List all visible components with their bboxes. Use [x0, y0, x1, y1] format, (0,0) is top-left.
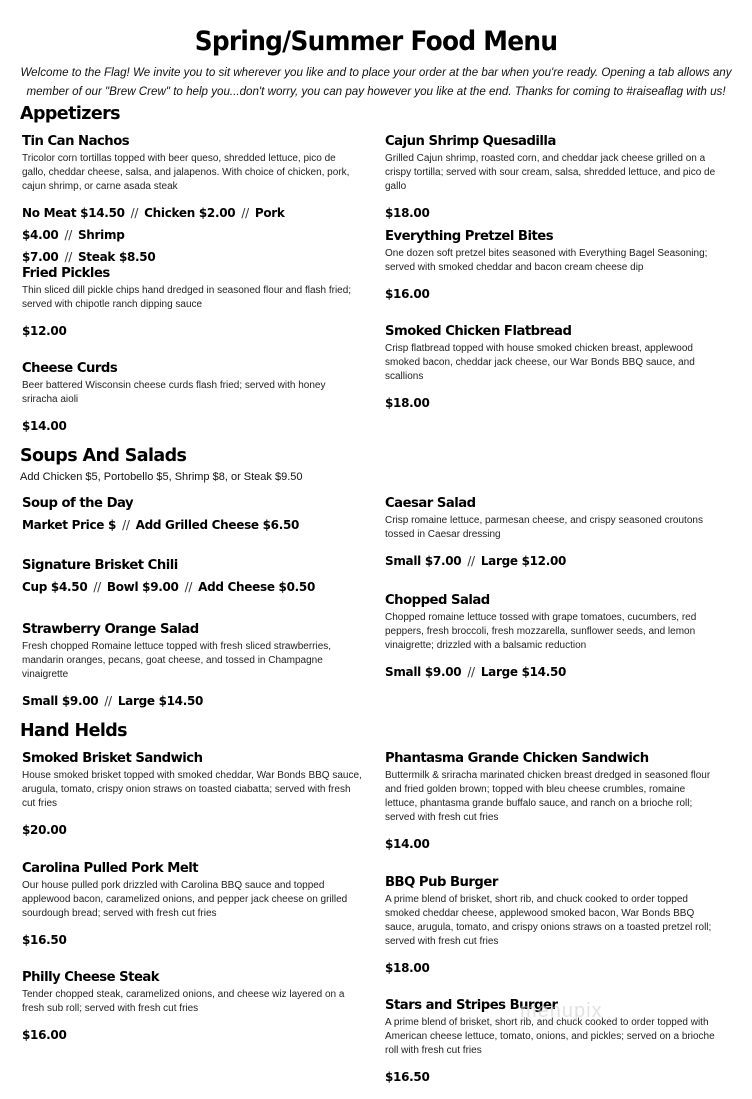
item-price: $14.00 — [22, 419, 67, 433]
item-name: Caesar Salad — [385, 496, 476, 511]
item-description: Crisp flatbread topped with house smoked chicken breast, applewood smoked bacon, cheddar jack cheese, our War Bonds BBQ sauce, and scallions — [385, 343, 695, 382]
item-description: Thin sliced dill pickle chips hand dredged in seasoned flour and flash fried; served with chipotle ranch dipping sauce — [22, 285, 352, 310]
price-separator: // — [122, 518, 130, 532]
price-bowl: Bowl $9.00 — [106, 580, 179, 594]
price-separator: // — [241, 206, 249, 220]
item-fried-pickles — [22, 266, 362, 342]
price-separator: // — [467, 554, 475, 568]
price-large: Large $14.50 — [480, 665, 567, 679]
item-price: $18.00 — [385, 961, 430, 975]
item-name: Chopped Salad — [385, 593, 490, 608]
item-description: One dozen soft pretzel bites seasoned with Everything Bagel Seasoning; served with smoked cheddar and bacon cream cheese dip — [385, 248, 708, 273]
item-cheese-curds — [22, 361, 362, 437]
menu-title: Spring/Summer Food Menu — [194, 26, 558, 57]
item-caesar-salad — [385, 496, 720, 572]
price-grilled-cheese: Add Grilled Cheese $6.50 — [135, 518, 300, 532]
item-price: $16.50 — [22, 933, 67, 947]
item-name: Strawberry Orange Salad — [22, 622, 199, 637]
item-cajun-shrimp-quesadilla — [385, 134, 720, 224]
item-name: Stars and Stripes Burger — [385, 998, 558, 1013]
item-description: Beer battered Wisconsin cheese curds flash fried; served with honey sriracha aioli — [22, 380, 326, 405]
item-description: Chopped romaine lettuce tossed with grape tomatoes, cucumbers, red peppers, fresh broccoli, fresh mozzarella, sunflower seeds, and lemon vinaigrette; drizzled with a balsamic reduction — [385, 612, 697, 651]
price-chicken: Chicken $2.00 — [144, 206, 236, 220]
item-name: Tin Can Nachos — [22, 134, 130, 149]
item-name: Signature Brisket Chili — [22, 558, 178, 573]
item-price: $16.50 — [385, 1070, 430, 1084]
item-name: Phantasma Grande Chicken Sandwich — [385, 751, 649, 766]
price-pork: Pork $4.00 — [22, 206, 285, 242]
price-steak: Steak $8.50 — [77, 250, 156, 264]
item-price: $12.00 — [22, 324, 67, 338]
item-price — [22, 690, 362, 712]
item-name: Fried Pickles — [22, 266, 110, 281]
item-name: Cajun Shrimp Quesadilla — [385, 134, 556, 149]
item-chopped-salad — [385, 593, 720, 683]
item-soup-of-the-day — [22, 496, 362, 536]
item-strawberry-orange-salad — [22, 622, 362, 712]
item-name: Carolina Pulled Pork Melt — [22, 861, 199, 876]
item-name: BBQ Pub Burger — [385, 875, 498, 890]
section-soups-salads-title: Soups And Salads — [20, 446, 187, 466]
item-phantasma-grande-chicken-sandwich — [385, 751, 720, 855]
watermark: menupix — [520, 1000, 603, 1022]
price-separator: // — [64, 250, 72, 264]
price-no-meat: No Meat $14.50 — [22, 206, 125, 220]
item-bbq-pub-burger — [385, 875, 720, 979]
item-price: $16.00 — [385, 287, 430, 301]
item-description: Tricolor corn tortillas topped with beer queso, shredded lettuce, pico de gallo, cheddar cheese, salsa, and jalapenos. With choice of chicken, pork, cajun shrimp, or carne asada steak — [22, 153, 350, 192]
item-price — [22, 576, 362, 598]
price-shrimp-label: Shrimp — [77, 228, 125, 242]
item-description: A prime blend of brisket, short rib, and chuck cooked to order topped smoked cheddar cheese, applewood smoked bacon, War Bonds BBQ sauce, arugula, tomato, and crispy onions straws on a toasted pretzel roll; served with fresh cut fries — [385, 894, 712, 947]
price-separator: // — [64, 228, 72, 242]
item-name: Soup of the Day — [22, 496, 134, 511]
item-description: Fresh chopped Romaine lettuce topped with fresh sliced strawberries, mandarin oranges, pecans, goat cheese, and tossed in Champagne vinaigrette — [22, 641, 332, 680]
section-hand-helds-title: Hand Helds — [20, 721, 127, 741]
price-separator: // — [467, 665, 475, 679]
item-philly-cheese-steak — [22, 970, 362, 1046]
item-description: Our house pulled pork drizzled with Carolina BBQ sauce and topped applewood bacon, caramelized onions, and pepper jack cheese on grilled sourdough bread; served with fresh cut fries — [22, 880, 348, 919]
item-description: Crisp romaine lettuce, parmesan cheese, and crispy seasoned croutons tossed in Caesar dressing — [385, 515, 703, 540]
price-separator: // — [104, 694, 112, 708]
price-small: Small $9.00 — [22, 694, 99, 708]
section-soups-salads-note: Add Chicken $5, Portobello $5, Shrimp $8, or Steak $9.50 — [20, 471, 303, 483]
item-price — [22, 202, 362, 268]
item-price — [385, 550, 720, 572]
item-description: A prime blend of brisket, short rib, and chuck cooked to order topped with American cheese lettuce, tomato, onions, and pickles; served on a brioche roll with fresh cut fries — [385, 1017, 715, 1056]
item-smoked-brisket-sandwich — [22, 751, 362, 841]
item-price — [385, 661, 720, 683]
price-cup: Cup $4.50 — [22, 580, 88, 594]
price-separator: // — [93, 580, 101, 594]
item-price: $14.00 — [385, 837, 430, 851]
item-smoked-chicken-flatbread — [385, 324, 720, 414]
item-name: Philly Cheese Steak — [22, 970, 160, 985]
item-price — [22, 514, 362, 536]
item-name: Smoked Brisket Sandwich — [22, 751, 203, 766]
item-description: Grilled Cajun shrimp, roasted corn, and cheddar jack cheese grilled on a crispy tortilla; served with sour cream, salsa, shredded lettuce, and pico de gallo — [385, 153, 716, 192]
price-shrimp: $7.00 — [22, 250, 59, 264]
item-everything-pretzel-bites — [385, 229, 720, 305]
item-price: $18.00 — [385, 206, 430, 220]
section-appetizers-title: Appetizers — [20, 104, 120, 124]
item-description: Tender chopped steak, caramelized onions, and cheese wiz layered on a fresh sub roll; served with fresh cut fries — [22, 989, 345, 1014]
item-price: $20.00 — [22, 823, 67, 837]
intro-text: Welcome to the Flag! We invite you to sit wherever you like and to place your order at the bar when you're ready. Opening a tab allows any member of our "Brew Crew" to help you...don't worry, you can pay however you like at the end. Thanks for coming to #raiseaflag with us! — [20, 66, 732, 98]
item-price: $16.00 — [22, 1028, 67, 1042]
price-small: Small $7.00 — [385, 554, 462, 568]
item-tin-can-nachos — [22, 134, 362, 268]
price-market: Market Price $ — [22, 518, 117, 532]
item-description: House smoked brisket topped with smoked cheddar, War Bonds BBQ sauce, arugula, tomato, crispy onion straws on toasted ciabatta; served with fresh cut fries — [22, 770, 362, 809]
price-separator: // — [184, 580, 193, 594]
price-large: Large $12.00 — [480, 554, 567, 568]
item-name: Everything Pretzel Bites — [385, 229, 554, 244]
price-large: Large $14.50 — [117, 694, 204, 708]
item-signature-brisket-chili — [22, 558, 362, 598]
price-separator: // — [130, 206, 139, 220]
item-name: Cheese Curds — [22, 361, 118, 376]
item-carolina-pulled-pork-melt — [22, 861, 362, 951]
price-small: Small $9.00 — [385, 665, 462, 679]
item-description: Buttermilk & sriracha marinated chicken breast dredged in seasoned flour and fried golden brown; topped with bleu cheese crumbles, romaine lettuce, phantasma grande buffalo sauce, and ranch on a brioche roll; served with fresh cut fries — [385, 770, 711, 823]
price-add-cheese: Add Cheese $0.50 — [198, 580, 315, 594]
item-name: Smoked Chicken Flatbread — [385, 324, 572, 339]
item-price: $18.00 — [385, 396, 430, 410]
